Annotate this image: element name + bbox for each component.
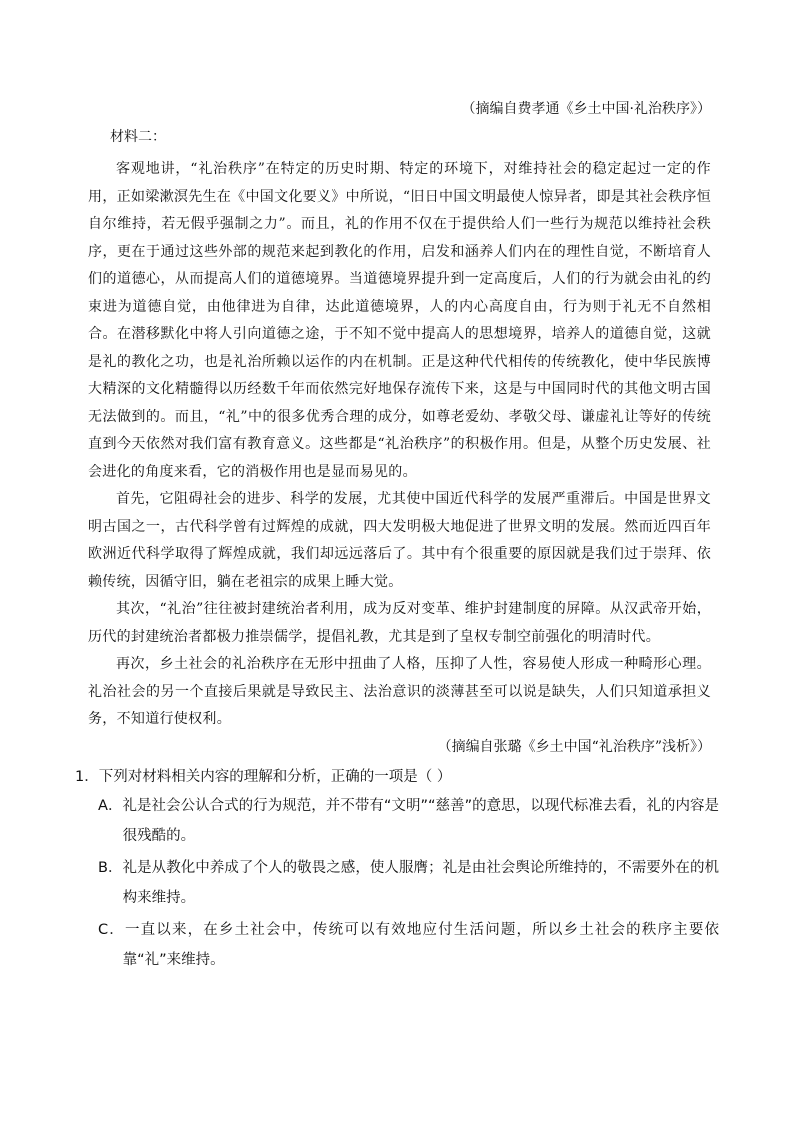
answer-options [98, 791, 719, 975]
paragraph: 其次，“礼治”往往被封建统治者利用，成为反对变革、维护封建制度的屏障。从汉武帝开始，历代的封建统治者都极力推崇儒学，提倡礼教，尤其是到了皇权专制空前强化的明清时代。 [88, 601, 711, 645]
source-citation-1: （摘编自费孝通《乡土中国·礼治秩序》） [461, 101, 711, 117]
paragraph: 再次，乡土社会的礼治秩序在无形中扭曲了人格，压抑了人性，容易使人形成一种畸形心理。礼治社会的另一个直接后果就是导致民主、法治意识的淡薄甚至可以说是缺失，人们只知道承担义务，不知道行使权利。 [88, 656, 711, 727]
option-c[interactable]: C．一直以来，在乡土社会中，传统可以有效地应付生活问题，所以乡土社会的秩序主要依靠“礼”来维持。 [98, 921, 719, 968]
material-two-label: 材料二： [110, 129, 166, 145]
paragraph: 客观地讲，“礼治秩序”在特定的历史时期、特定的环境下，对维持社会的稳定起过一定的作用，正如梁漱溟先生在《中国文化要义》中所说，“旧日中国文明最使人惊异者，即是其社会秩序恒自尔维持，若无假乎强制之力”。而且，礼的作用不仅在于提供给人们一些行为规范以维持社会秩序，更在于通过这些外部的规范来起到教化的作用，启发和涵养人们内在的理性自觉，不断培育人们的道德心，从而提高人们的道德境界。当道德境界提升到一定高度后，人们的行为就会由礼的约束进为道德自觉，由他律进为自律，达此道德境界，人的内心高度自由，行为则于礼无不自然相合。在潜移默化中将人引向道德之途，于不知不觉中提高人的思想境界，培养人的道德自觉，这就是礼的教化之功，也是礼治所赖以运作的内在机制。正是这种代代相传的传统教化，使中华民族博大精深的文化精髓得以历经数千年而依然完好地保存流传下来，这是与中国同时代的其他文明古国无法做到的。而且，“礼”中的很多优秀合理的成分，如尊老爱幼、孝敬父母、谦虚礼让等好的传统直到今天依然对我们富有教育意义。这些都是“礼治秩序”的积极作用。但是，从整个历史发展、社会进化的角度来看，它的消极作用也是显而易见的。 [88, 161, 711, 480]
source-citation-2: （摘编自张璐《乡土中国“礼治秩序”浅析》） [437, 738, 711, 755]
paragraph: 首先，它阻碍社会的进步、科学的发展，尤其使中国近代科学的发展严重滞后。中国是世界文明古国之一，古代科学曾有过辉煌的成就，四大发明极大地促进了世界文明的发展。然而近四百年欧洲近代科学取得了辉煌成就，我们却远远落后了。其中有个很重要的原因就是我们过于崇拜、依赖传统，因循守旧，躺在老祖宗的成果上睡大觉。 [88, 491, 711, 590]
question-stem: 1．下列对材料相关内容的理解和分析，正确的一项是（ ） [75, 768, 452, 785]
option-a[interactable]: A．礼是社会公认合式的行为规范，并不带有“文明”“慈善”的意思，以现代标准去看，礼的内容是很残酷的。 [98, 797, 719, 844]
option-b[interactable]: B．礼是从教化中养成了个人的敬畏之感，使人服膺；礼是由社会舆论所维持的，不需要外在的机构来维持。 [98, 859, 719, 906]
